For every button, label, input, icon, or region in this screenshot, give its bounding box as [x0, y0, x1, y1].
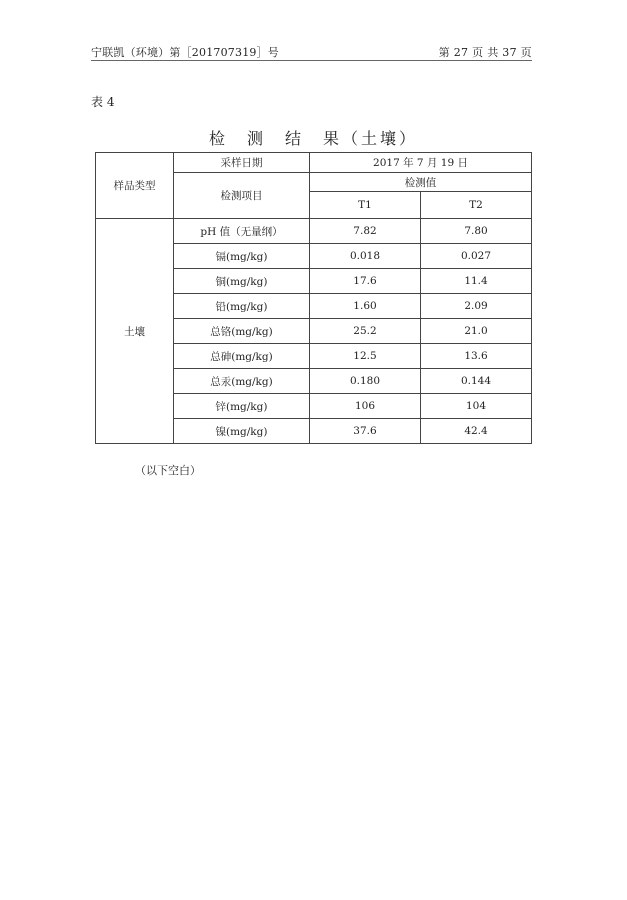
- item-cell: pH 值（无量纲）: [174, 219, 310, 244]
- sample-type-header: 样品类型: [96, 153, 174, 219]
- value-cell-t1: 25.2: [310, 319, 421, 344]
- value-cell-t1: 0.180: [310, 369, 421, 394]
- item-cell: 总汞(mg/kg): [174, 369, 310, 394]
- item-cell: 总砷(mg/kg): [174, 344, 310, 369]
- value-cell-t1: 37.6: [310, 419, 421, 444]
- header-divider: [91, 60, 532, 61]
- item-cell: 铜(mg/kg): [174, 269, 310, 294]
- table-title: 检 测 结 果（土壤）: [208, 129, 418, 148]
- value-cell-t2: 11.4: [421, 269, 532, 294]
- sampling-date-value: 2017 年 7 月 19 日: [310, 153, 532, 173]
- page-number: 第 27 页 共 37 页: [438, 46, 532, 59]
- test-value-header: 检测值: [310, 173, 532, 192]
- item-cell: 总铬(mg/kg): [174, 319, 310, 344]
- value-cell-t2: 7.80: [421, 219, 532, 244]
- value-cell-t2: 13.6: [421, 344, 532, 369]
- value-cell-t2: 42.4: [421, 419, 532, 444]
- results-table: [95, 152, 532, 444]
- item-cell: 锌(mg/kg): [174, 394, 310, 419]
- value-cell-t1: 106: [310, 394, 421, 419]
- value-cell-t2: 104: [421, 394, 532, 419]
- value-cell-t2: 21.0: [421, 319, 532, 344]
- item-cell: 镍(mg/kg): [174, 419, 310, 444]
- table-label: 表 4: [91, 95, 115, 109]
- table-row: [96, 219, 532, 244]
- sample-type-cell: 土壤: [96, 219, 174, 444]
- value-cell-t1: 1.60: [310, 294, 421, 319]
- sampling-date-label: 采样日期: [174, 153, 310, 173]
- document-reference: 宁联凯（环境）第［201707319］号: [91, 46, 279, 59]
- value-cell-t1: 17.6: [310, 269, 421, 294]
- value-cell-t1: 0.018: [310, 244, 421, 269]
- table-row: [96, 153, 532, 173]
- value-cell-t2: 0.144: [421, 369, 532, 394]
- value-cell-t1: 7.82: [310, 219, 421, 244]
- value-cell-t2: 0.027: [421, 244, 532, 269]
- item-cell: 镉(mg/kg): [174, 244, 310, 269]
- test-item-header: 检测项目: [174, 173, 310, 219]
- blank-below-note: （以下空白）: [135, 464, 201, 477]
- value-cell-t1: 12.5: [310, 344, 421, 369]
- value-cell-t2: 2.09: [421, 294, 532, 319]
- column-header-t2: T2: [421, 192, 532, 219]
- column-header-t1: T1: [310, 192, 421, 219]
- item-cell: 铅(mg/kg): [174, 294, 310, 319]
